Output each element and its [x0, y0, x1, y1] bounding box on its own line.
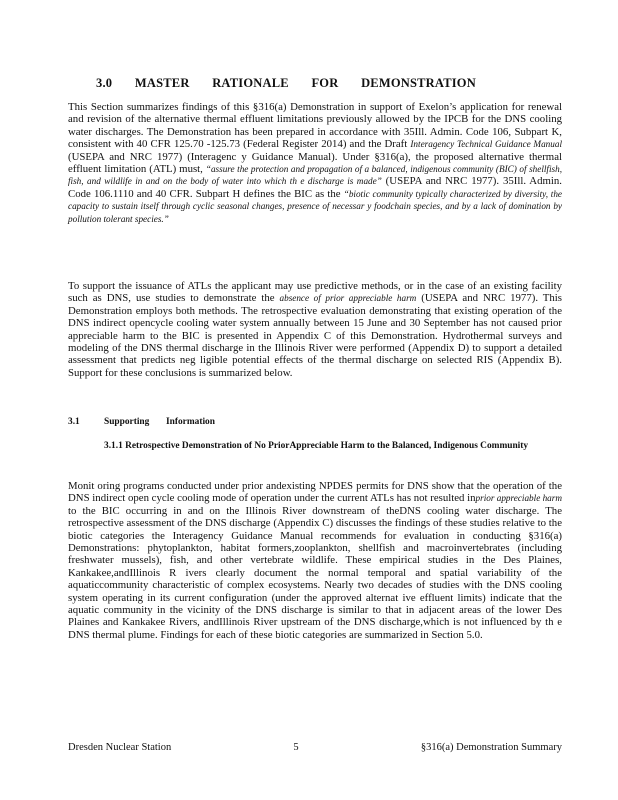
paragraph-intro [68, 101, 562, 225]
subsection-word: Information [166, 417, 215, 427]
italic-quote: “biotic community typically characterized by diversity, the capacity to sustain itself through cyclic seasonal changes, presence of necessar y foodchain species, and by a lack of domination by pollution tolerant species.” [68, 188, 562, 224]
paragraph-methods [68, 280, 562, 379]
text-run: (USEPA and NRC 1977). 35Ill. Admin. Code 106.1110 and 40 CFR. Subpart H defines the BIC as the [68, 175, 562, 200]
text-run: (USEPA and NRC 1977). This Demonstration employs both methods. The retrospective evaluation demonstrating that existing operation of the DNS indirect opencycle cooling water system annually between 15 June and 30 September has not caused prior appreciable harm to the BIC is presented in Appendix C of this Demonstration. Hydrothermal surveys and modeling of the DNS thermal discharge in the Illinois River were performed (Appendix D) to support a detailed assessment that predicts neg ligible potential effects of the thermal discharge on selected RIS (Appendix B). Support for these conclusions is summarized below. [68, 292, 562, 379]
italic-text-run: prior appreciable harm [475, 493, 562, 504]
italic-text-run: Interagency Technical Guidance Manual [410, 139, 563, 150]
text-run: to the BIC occurring in and on the Illinois River downstream of theDNS cooling water discharge. The retrospective assessment of the DNS discharge (Appendix C) discusses the findings of these studies relative to the biotic categories the Interagency Guidance Manual recommends for evaluation in conducting §316(a) Demonstrations: phytoplankton, habitat formers,zooplankton, shellfish and macroinvertebrates (including freshwater mussels), fish, and other vertebrate wildlife. These empirical studies in the Des Plaines, Kankakee,andIllinois R ivers clearly document the normal temporal and spatial variability of the aquaticcommunity characteristic of complex ecosystems. Nearly two decades of studies with the DNS cooling system operating in its current configuration (under the approved alternat ive effluent limits) indicate that the aquatic community in the vicinity of the DNS discharge is similar to that in adjacent areas of the lower Des Plaines and Kankakee Rivers, andIllinois River upstream of the DNS discharge,which is not influenced by th e DNS thermal plume. Findings for each of these biotic categories are summarized in Section 5.0. [68, 504, 562, 641]
paragraph-retrospective [68, 480, 562, 641]
page-number: 5 [293, 742, 299, 753]
heading-number: 3.0 [96, 76, 113, 90]
heading-word: MASTER [134, 76, 190, 90]
subsection-heading-3-1 [68, 417, 215, 427]
text-run: (USEPA and NRC 1977) (Interagenc y Guidance Manual). Under §316(a), the proposed alternative thermal effluent limitation (ATL) must, [68, 150, 562, 176]
text-run: Monit oring programs conducted under prior andexisting NPDES permits for DNS show that the operation of the DNS indirect open cycle cooling mode of operation under the current ATLs has not resulted in [68, 480, 562, 505]
section-heading [96, 76, 476, 91]
subsection-number: 3.1 [68, 417, 80, 427]
page-footer [68, 742, 562, 753]
italic-quote: “assure the protection and propagation of a balanced, indigenous community (BIC) of shellfish, fish, and wildlife in and on the body of water into which th e discharge is made” [68, 164, 562, 187]
heading-word: DEMONSTRATION [361, 76, 476, 90]
heading-word: RATIONALE [212, 76, 289, 90]
subsection-word: Supporting [104, 417, 150, 427]
footer-document-title: §316(a) Demonstration Summary [420, 742, 562, 753]
heading-word: FOR [311, 76, 339, 90]
text-run: This Section summarizes findings of this §316(a) Demonstration in support of Exelon’s application for renewal and revision of the alternative thermal effluent limitations previously allowed by the IPCB for the DNS cooling water discharges. The Demonstration has been prepared in accordance with 35Ill. Admin. Code 106, Subpart K, consistent with 40 CFR 125.70 -125.73 (Federal Register 2014) and the Draft [68, 101, 562, 151]
italic-text-run: absence of prior appreciable harm [279, 293, 417, 304]
text-run: To support the issuance of ATLs the applicant may use predictive methods, or in the case of an existing facility such as DNS, use studies to demonstrate the [68, 280, 562, 305]
document-page [68, 0, 562, 800]
footer-station: Dresden Nuclear Station [68, 742, 172, 753]
subsection-heading-3-1-1: 3.1.1 Retrospective Demonstration of No PriorAppreciable Harm to the Balanced, Indigenous Community [104, 441, 529, 451]
